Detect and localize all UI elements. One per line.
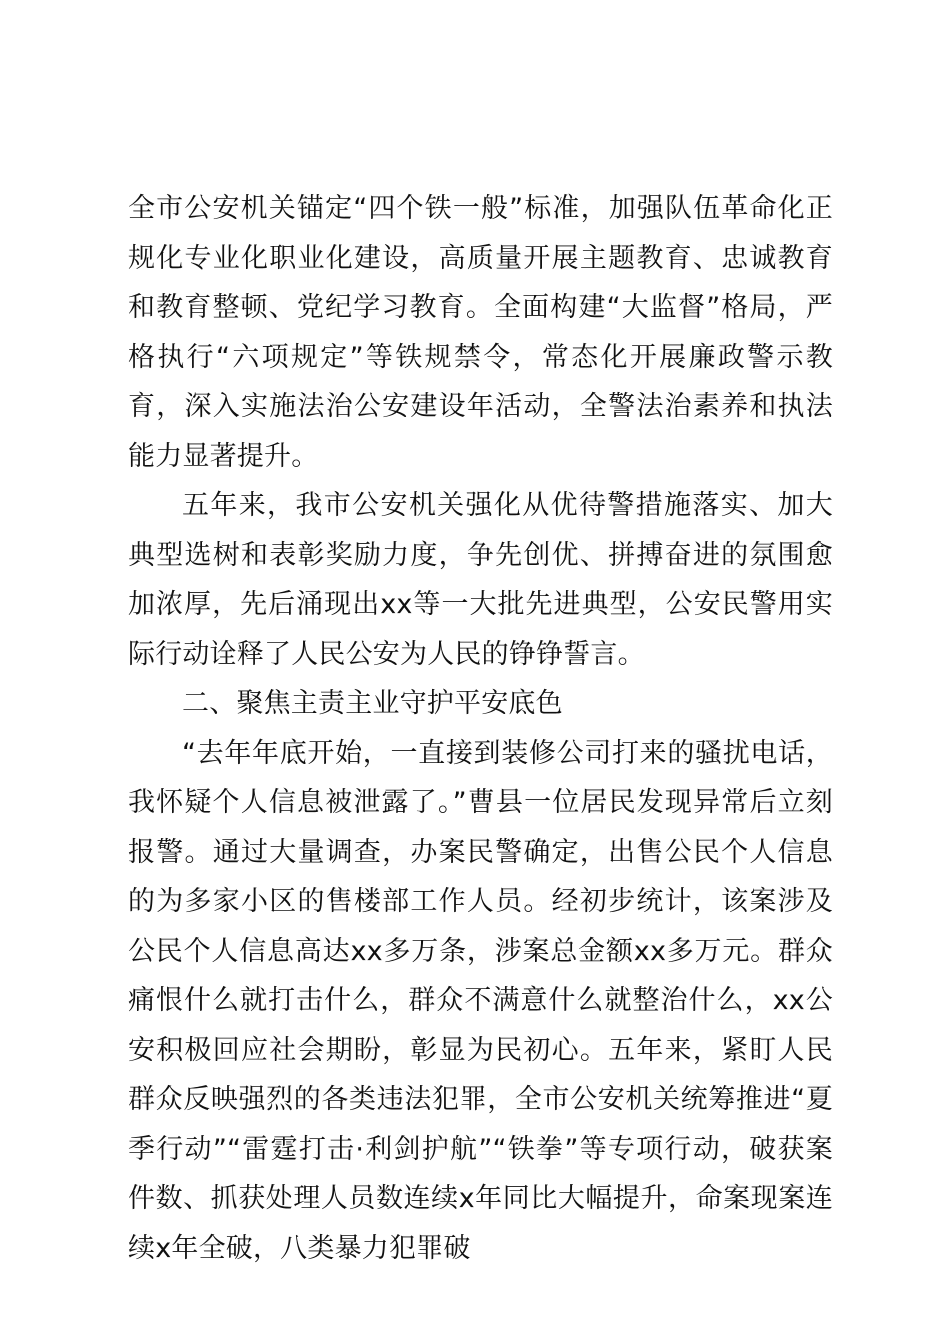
section-heading-two: 二、聚焦主责主业守护平安底色: [182, 688, 563, 719]
paragraph-team-building: 全市公安机关锚定“四个铁一般”标准，加强队伍革命化正规化专业化职业化建设，高质量开展主题教育、忠诚教育和教育整顿、党纪学习教育。全面构建“大监督”格局，严格执行“六项规定”等铁规禁令，常态化开展廉政警示教育，深入实施法治公安建设年活动，全警法治素养和执法能力显著提升。: [128, 193, 833, 472]
paragraph-five-years-honors: 五年来，我市公安机关强化从优待警措施落实、加大典型选树和表彰奖励力度，争先创优、拼搏奋进的氛围愈加浓厚，先后涌现出xx等一大批先进典型，公安民警用实际行动诠释了人民公安为人民的铮铮誓言。: [128, 490, 833, 670]
document-body: [128, 184, 833, 1273]
paragraph-case-example: “去年年底开始，一直接到装修公司打来的骚扰电话，我怀疑个人信息被泄露了。”曹县一位居民发现异常后立刻报警。通过大量调查，办案民警确定，出售公民个人信息的为多家小区的售楼部工作人员。经初步统计，该案涉及公民个人信息高达xx多万条，涉案总金额xx多万元。群众痛恨什么就打击什么，群众不满意什么就整治什么，xx公安积极回应社会期盼，彰显为民初心。五年来，紧盯人民群众反映强烈的各类违法犯罪，全市公安机关统筹推进“夏季行动”“雷霆打击·利剑护航”“铁拳”等专项行动，破获案件数、抓获处理人员数连续x年同比大幅提升，命案现案连续x年全破，八类暴力犯罪破: [128, 737, 833, 1264]
